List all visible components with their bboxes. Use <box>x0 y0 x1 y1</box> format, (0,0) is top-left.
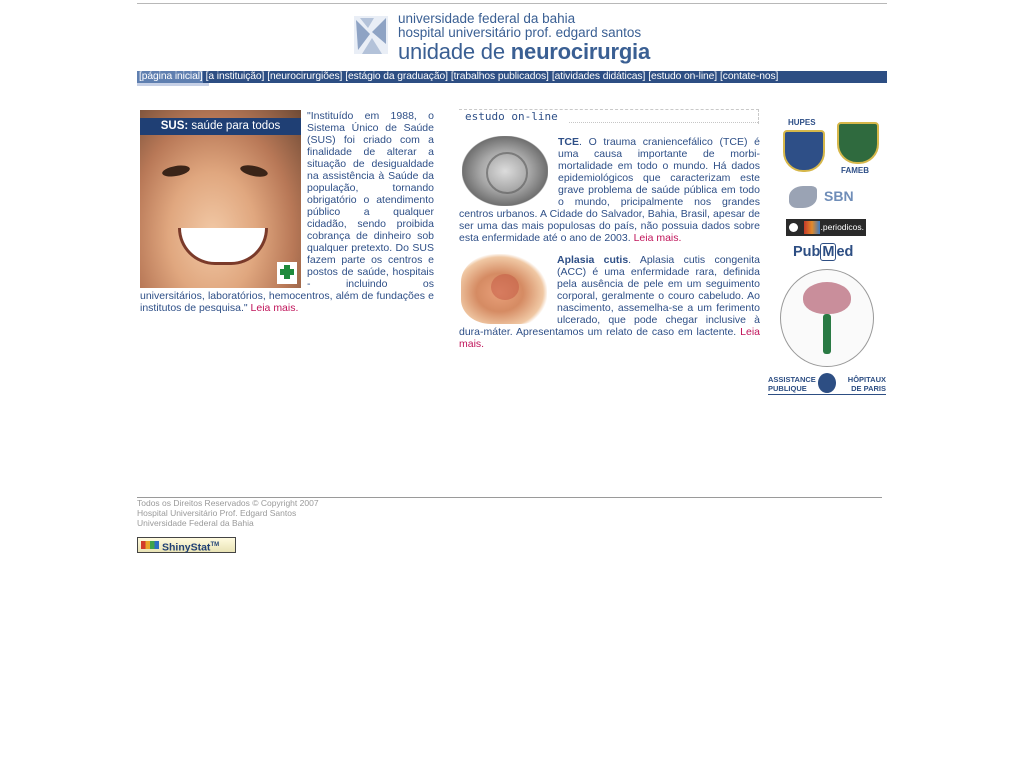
article-text: . O trauma craniencefálico (TCE) é uma causa importante de morbi-mortalidade em todo o mundo. Há dados epidemiológicos que caracterizam este grave problema de saúde pública em todo o mundo, pricipalmente nos grandes centros urbanos. A Cidade do Salvador, Bahia, Brasil, apesar de ser uma das mais populosas do país, não possuia dados sobre esta enfermidade até o ano de 2003. <box>459 136 760 244</box>
main-nav <box>137 71 887 83</box>
aphp-logo[interactable] <box>768 373 886 395</box>
brain-icon <box>803 282 851 314</box>
tce-read-more-link[interactable]: Leia mais. <box>633 232 682 244</box>
nav-estagio-graduacao[interactable]: [estágio da graduação] <box>345 71 448 82</box>
child-eye-right <box>239 163 268 179</box>
nav-pagina-inicial[interactable]: [página inicial] <box>139 71 203 82</box>
logo-university-line: universidade federal da bahia <box>398 11 576 26</box>
tce-ct-scan-image[interactable] <box>462 136 548 206</box>
nav-contate-nos[interactable]: [contate-nos] <box>720 71 779 82</box>
logo-unit-bold: neurocirurgia <box>510 39 651 64</box>
periodicos-label: .periodicos. <box>820 222 864 232</box>
shinystat-tm: TM <box>210 542 220 548</box>
footer-copyright: Todos os Direitos Reservados © Copyright 2007 <box>137 498 319 508</box>
sus-banner-bold: SUS: <box>160 120 189 132</box>
header-dotted-line <box>569 122 758 123</box>
aplasia-read-more-link[interactable]: Leia mais. <box>459 326 760 350</box>
sbn-label: SBN <box>824 188 854 204</box>
fameb-logo[interactable] <box>833 116 883 176</box>
article-tce <box>459 136 760 244</box>
sbn-bird-icon <box>789 186 817 208</box>
child-smile <box>178 228 268 265</box>
child-eye-left <box>161 164 190 179</box>
shinystat-counter-badge[interactable] <box>137 537 236 553</box>
aphp-underline <box>768 394 886 395</box>
top-divider <box>137 3 887 4</box>
pubmed-pre: Pub <box>793 244 821 260</box>
hupes-label: HUPES <box>788 118 816 127</box>
logo-unit-prefix: unidade de <box>398 39 511 64</box>
sus-read-more-link[interactable]: Leia mais. <box>250 302 299 314</box>
footer-university: Universidade Federal da Bahia <box>137 518 254 528</box>
estudo-online-header <box>459 109 759 124</box>
nav-trabalhos-publicados[interactable]: [trabalhos publicados] <box>450 71 549 82</box>
site-logo[interactable] <box>352 12 672 66</box>
article-title: Aplasia cutis <box>557 254 629 266</box>
caduceus-snake-icon <box>823 314 831 354</box>
sus-section <box>140 110 434 314</box>
ministerio-saude-cross-icon <box>277 262 297 284</box>
nav-neurocirurgioes[interactable]: [neurocirurgiões] <box>267 71 343 82</box>
periodicos-logo[interactable] <box>786 219 866 236</box>
pubmed-post: ed <box>836 244 854 260</box>
aplasia-cutis-image[interactable] <box>461 254 547 324</box>
liga-neurologia-logo[interactable] <box>780 269 874 367</box>
footer <box>137 498 319 528</box>
estudo-online-title: estudo on-line <box>465 110 558 123</box>
shinystat-label: ShinyStat <box>162 541 211 554</box>
sus-banner-rest: saúde para todos <box>188 120 281 132</box>
aphp-right-text: HÔPITAUX DE PARIS <box>847 375 886 393</box>
sus-child-image[interactable] <box>140 110 301 288</box>
aphp-emblem-icon <box>818 373 836 393</box>
logo-unit-line <box>398 40 650 64</box>
nav-active-indicator <box>137 83 209 86</box>
article-text: . Aplasia cutis congenita (ACC) é uma enfermidade rara, definida pela ausência de pele em um seguimento corporal, geralmente o couro cabeludo. Ao nascimento, assemelha-se a um ferimento ulcerado, que pode chegar inclusive à dura-máter. Apresentamos um relato de caso em lactente. <box>459 254 760 338</box>
article-aplasia <box>459 254 760 350</box>
sus-text: "Instituído em 1988, o Sistema Único de Saúde (SUS) foi criado com a finalidade de alterar a situação de desigualdade na assistência à Saúde da população, tornando obrigatório o atendimento público a qualquer cidadão, sendo proibida cobrança de dinheiro sob qualquer pretexto. Do SUS fazem parte os centros e postos de saúde, hospitais - incluindo os universitários, laboratórios, hemocentros, além de fundações e institutos de pesquisa." <box>140 110 434 314</box>
pubmed-logo[interactable] <box>793 244 853 260</box>
nav-atividades-didaticas[interactable]: [atividades didáticas] <box>551 71 646 82</box>
aphp-left-text: ASSISTANCE PUBLIQUE <box>768 375 816 393</box>
hupes-shield-icon <box>783 130 825 172</box>
estudo-online-section <box>459 109 760 360</box>
article-title: TCE <box>558 136 579 148</box>
footer-hospital: Hospital Universitário Prof. Edgard Santos <box>137 508 297 518</box>
sbn-logo[interactable] <box>789 184 869 210</box>
fameb-label: FAMEB <box>841 166 869 175</box>
fameb-shield-icon <box>837 122 879 164</box>
ufba-emblem-icon <box>352 14 390 58</box>
nav-a-instituicao[interactable]: [a instituição] <box>205 71 265 82</box>
pubmed-m: M <box>822 244 835 260</box>
nav-estudo-online[interactable]: [estudo on-line] <box>648 71 718 82</box>
hupes-logo[interactable] <box>777 116 829 172</box>
sus-banner <box>140 118 301 135</box>
logo-hospital-line: hospital universitário prof. edgard santos <box>398 25 642 40</box>
